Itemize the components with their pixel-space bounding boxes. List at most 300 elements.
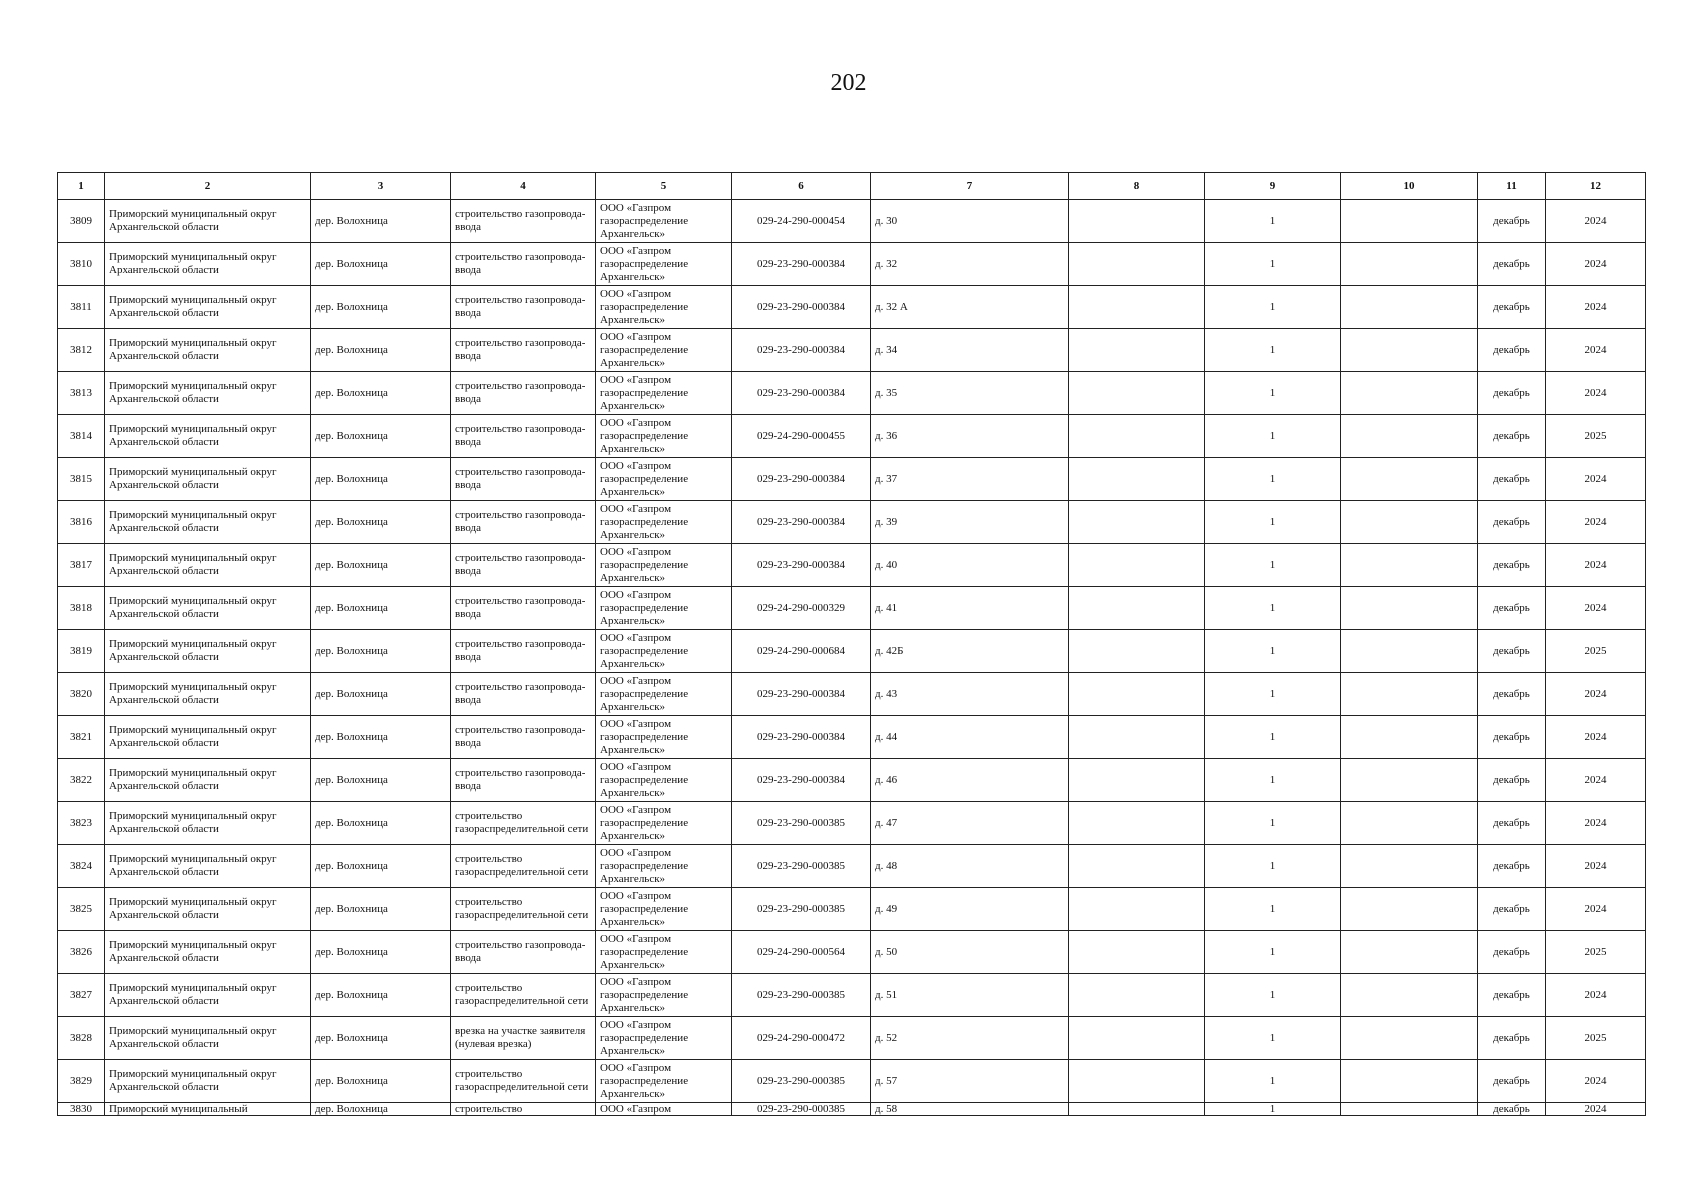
- row-number: 3824: [58, 845, 105, 888]
- locality-cell: дер. Волохница: [311, 1103, 451, 1116]
- column-8-cell: [1069, 1017, 1205, 1060]
- organization-cell: ООО «Газпром газораспределение Архангельск»: [596, 243, 732, 286]
- work-type-cell: строительство газопровода-ввода: [451, 329, 596, 372]
- organization-cell: ООО «Газпром газораспределение Архангельск»: [596, 329, 732, 372]
- district-cell: Приморский муниципальный округ Архангельской области: [105, 888, 311, 931]
- year-cell: 2024: [1546, 544, 1646, 587]
- quantity-cell: 1: [1205, 200, 1341, 243]
- quantity-cell: 1: [1205, 974, 1341, 1017]
- application-code-cell: 029-24-290-000454: [732, 200, 871, 243]
- locality-cell: дер. Волохница: [311, 1060, 451, 1103]
- application-code-cell: 029-23-290-000384: [732, 544, 871, 587]
- district-cell: Приморский муниципальный округ Архангельской области: [105, 1017, 311, 1060]
- table-row: [58, 1103, 1646, 1116]
- application-code-cell: 029-23-290-000384: [732, 458, 871, 501]
- application-code-cell: 029-23-290-000384: [732, 372, 871, 415]
- locality-cell: дер. Волохница: [311, 630, 451, 673]
- address-cell: д. 36: [871, 415, 1069, 458]
- column-10-cell: [1341, 372, 1478, 415]
- application-code-cell: 029-24-290-000455: [732, 415, 871, 458]
- quantity-cell: 1: [1205, 1103, 1341, 1116]
- work-type-cell: строительство газопровода-ввода: [451, 931, 596, 974]
- year-cell: 2024: [1546, 888, 1646, 931]
- column-header: 8: [1069, 173, 1205, 200]
- column-header: 9: [1205, 173, 1341, 200]
- district-cell: Приморский муниципальный округ Архангельской области: [105, 759, 311, 802]
- column-8-cell: [1069, 1060, 1205, 1103]
- application-code-cell: 029-23-290-000384: [732, 673, 871, 716]
- address-cell: д. 30: [871, 200, 1069, 243]
- application-code-cell: 029-24-290-000329: [732, 587, 871, 630]
- organization-cell: ООО «Газпром газораспределение Архангельск»: [596, 1060, 732, 1103]
- column-8-cell: [1069, 372, 1205, 415]
- table-row: [58, 1060, 1646, 1103]
- table-row: [58, 458, 1646, 501]
- column-header: 1: [58, 173, 105, 200]
- row-number: 3813: [58, 372, 105, 415]
- table-row: [58, 329, 1646, 372]
- organization-cell: ООО «Газпром газораспределение Архангельск»: [596, 286, 732, 329]
- locality-cell: дер. Волохница: [311, 845, 451, 888]
- row-number: 3825: [58, 888, 105, 931]
- organization-cell: ООО «Газпром газораспределение Архангельск»: [596, 802, 732, 845]
- column-10-cell: [1341, 587, 1478, 630]
- column-10-cell: [1341, 458, 1478, 501]
- row-number: 3810: [58, 243, 105, 286]
- application-code-cell: 029-23-290-000385: [732, 845, 871, 888]
- column-8-cell: [1069, 802, 1205, 845]
- table-row: [58, 888, 1646, 931]
- district-cell: Приморский муниципальный округ Архангельской области: [105, 630, 311, 673]
- quantity-cell: 1: [1205, 587, 1341, 630]
- month-cell: декабрь: [1478, 974, 1546, 1017]
- work-type-cell: строительство газопровода-ввода: [451, 458, 596, 501]
- address-cell: д. 40: [871, 544, 1069, 587]
- row-number: 3809: [58, 200, 105, 243]
- district-cell: Приморский муниципальный округ Архангельской области: [105, 544, 311, 587]
- application-code-cell: 029-23-290-000385: [732, 888, 871, 931]
- row-number: 3815: [58, 458, 105, 501]
- table-row: [58, 802, 1646, 845]
- table-row: [58, 544, 1646, 587]
- year-cell: 2025: [1546, 1017, 1646, 1060]
- column-8-cell: [1069, 759, 1205, 802]
- work-type-cell: строительство газопровода-ввода: [451, 200, 596, 243]
- column-header: 3: [311, 173, 451, 200]
- column-10-cell: [1341, 329, 1478, 372]
- table-row: [58, 974, 1646, 1017]
- locality-cell: дер. Волохница: [311, 372, 451, 415]
- table-row: [58, 587, 1646, 630]
- quantity-cell: 1: [1205, 931, 1341, 974]
- column-10-cell: [1341, 1017, 1478, 1060]
- locality-cell: дер. Волохница: [311, 501, 451, 544]
- locality-cell: дер. Волохница: [311, 974, 451, 1017]
- table-row: [58, 630, 1646, 673]
- district-cell: Приморский муниципальный: [105, 1103, 311, 1116]
- quantity-cell: 1: [1205, 1060, 1341, 1103]
- year-cell: 2024: [1546, 200, 1646, 243]
- year-cell: 2024: [1546, 458, 1646, 501]
- district-cell: Приморский муниципальный округ Архангельской области: [105, 673, 311, 716]
- column-header: 10: [1341, 173, 1478, 200]
- column-8-cell: [1069, 974, 1205, 1017]
- address-cell: д. 50: [871, 931, 1069, 974]
- table-row: [58, 1017, 1646, 1060]
- quantity-cell: 1: [1205, 243, 1341, 286]
- column-header: 2: [105, 173, 311, 200]
- district-cell: Приморский муниципальный округ Архангельской области: [105, 501, 311, 544]
- application-code-cell: 029-23-290-000384: [732, 329, 871, 372]
- locality-cell: дер. Волохница: [311, 286, 451, 329]
- year-cell: 2024: [1546, 372, 1646, 415]
- quantity-cell: 1: [1205, 372, 1341, 415]
- organization-cell: ООО «Газпром газораспределение Архангельск»: [596, 888, 732, 931]
- organization-cell: ООО «Газпром газораспределение Архангельск»: [596, 1017, 732, 1060]
- row-number: 3827: [58, 974, 105, 1017]
- column-10-cell: [1341, 888, 1478, 931]
- year-cell: 2024: [1546, 802, 1646, 845]
- application-code-cell: 029-23-290-000385: [732, 802, 871, 845]
- table-row: [58, 501, 1646, 544]
- table-row: [58, 716, 1646, 759]
- address-cell: д. 39: [871, 501, 1069, 544]
- month-cell: декабрь: [1478, 716, 1546, 759]
- work-type-cell: строительство газораспределительной сети: [451, 1060, 596, 1103]
- quantity-cell: 1: [1205, 759, 1341, 802]
- address-cell: д. 46: [871, 759, 1069, 802]
- organization-cell: ООО «Газпром газораспределение Архангельск»: [596, 716, 732, 759]
- district-cell: Приморский муниципальный округ Архангельской области: [105, 372, 311, 415]
- work-type-cell: строительство газораспределительной сети: [451, 888, 596, 931]
- address-cell: д. 32: [871, 243, 1069, 286]
- address-cell: д. 58: [871, 1103, 1069, 1116]
- year-cell: 2025: [1546, 415, 1646, 458]
- month-cell: декабрь: [1478, 759, 1546, 802]
- address-cell: д. 34: [871, 329, 1069, 372]
- organization-cell: ООО «Газпром газораспределение Архангельск»: [596, 673, 732, 716]
- district-cell: Приморский муниципальный округ Архангельской области: [105, 587, 311, 630]
- quantity-cell: 1: [1205, 888, 1341, 931]
- month-cell: декабрь: [1478, 415, 1546, 458]
- locality-cell: дер. Волохница: [311, 329, 451, 372]
- column-8-cell: [1069, 286, 1205, 329]
- year-cell: 2024: [1546, 673, 1646, 716]
- table-row: [58, 759, 1646, 802]
- year-cell: 2024: [1546, 845, 1646, 888]
- table-row: [58, 415, 1646, 458]
- locality-cell: дер. Волохница: [311, 243, 451, 286]
- address-cell: д. 52: [871, 1017, 1069, 1060]
- row-number: 3822: [58, 759, 105, 802]
- organization-cell: ООО «Газпром газораспределение Архангельск»: [596, 931, 732, 974]
- work-type-cell: строительство газораспределительной сети: [451, 802, 596, 845]
- work-type-cell: строительство газопровода-ввода: [451, 501, 596, 544]
- quantity-cell: 1: [1205, 673, 1341, 716]
- column-10-cell: [1341, 415, 1478, 458]
- year-cell: 2024: [1546, 974, 1646, 1017]
- column-8-cell: [1069, 544, 1205, 587]
- row-number: 3818: [58, 587, 105, 630]
- column-10-cell: [1341, 1060, 1478, 1103]
- row-number: 3820: [58, 673, 105, 716]
- address-cell: д. 37: [871, 458, 1069, 501]
- locality-cell: дер. Волохница: [311, 587, 451, 630]
- column-10-cell: [1341, 630, 1478, 673]
- column-8-cell: [1069, 243, 1205, 286]
- application-code-cell: 029-23-290-000384: [732, 501, 871, 544]
- row-number: 3829: [58, 1060, 105, 1103]
- organization-cell: ООО «Газпром газораспределение Архангельск»: [596, 587, 732, 630]
- address-cell: д. 51: [871, 974, 1069, 1017]
- year-cell: 2025: [1546, 931, 1646, 974]
- column-8-cell: [1069, 888, 1205, 931]
- table-row: [58, 931, 1646, 974]
- locality-cell: дер. Волохница: [311, 544, 451, 587]
- column-8-cell: [1069, 1103, 1205, 1116]
- year-cell: 2025: [1546, 630, 1646, 673]
- district-cell: Приморский муниципальный округ Архангельской области: [105, 931, 311, 974]
- work-type-cell: строительство газопровода-ввода: [451, 286, 596, 329]
- month-cell: декабрь: [1478, 372, 1546, 415]
- work-type-cell: строительство газораспределительной сети: [451, 974, 596, 1017]
- district-cell: Приморский муниципальный округ Архангельской области: [105, 415, 311, 458]
- year-cell: 2024: [1546, 329, 1646, 372]
- year-cell: 2024: [1546, 1103, 1646, 1116]
- row-number: 3823: [58, 802, 105, 845]
- application-code-cell: 029-24-290-000564: [732, 931, 871, 974]
- row-number: 3821: [58, 716, 105, 759]
- registry-table: [57, 172, 1646, 1116]
- work-type-cell: строительство газопровода-ввода: [451, 630, 596, 673]
- column-header: 7: [871, 173, 1069, 200]
- district-cell: Приморский муниципальный округ Архангельской области: [105, 243, 311, 286]
- work-type-cell: строительство газопровода-ввода: [451, 415, 596, 458]
- table-row: [58, 286, 1646, 329]
- district-cell: Приморский муниципальный округ Архангельской области: [105, 802, 311, 845]
- district-cell: Приморский муниципальный округ Архангельской области: [105, 286, 311, 329]
- address-cell: д. 44: [871, 716, 1069, 759]
- column-8-cell: [1069, 931, 1205, 974]
- locality-cell: дер. Волохница: [311, 415, 451, 458]
- month-cell: декабрь: [1478, 286, 1546, 329]
- column-10-cell: [1341, 802, 1478, 845]
- column-8-cell: [1069, 630, 1205, 673]
- organization-cell: ООО «Газпром газораспределение Архангельск»: [596, 200, 732, 243]
- work-type-cell: строительство газопровода-ввода: [451, 759, 596, 802]
- district-cell: Приморский муниципальный округ Архангельской области: [105, 716, 311, 759]
- organization-cell: ООО «Газпром газораспределение Архангельск»: [596, 501, 732, 544]
- locality-cell: дер. Волохница: [311, 458, 451, 501]
- locality-cell: дер. Волохница: [311, 888, 451, 931]
- quantity-cell: 1: [1205, 286, 1341, 329]
- application-code-cell: 029-24-290-000684: [732, 630, 871, 673]
- month-cell: декабрь: [1478, 673, 1546, 716]
- column-10-cell: [1341, 759, 1478, 802]
- column-header: 5: [596, 173, 732, 200]
- column-10-cell: [1341, 716, 1478, 759]
- column-8-cell: [1069, 200, 1205, 243]
- month-cell: декабрь: [1478, 544, 1546, 587]
- work-type-cell: врезка на участке заявителя (нулевая врезка): [451, 1017, 596, 1060]
- column-header: 6: [732, 173, 871, 200]
- quantity-cell: 1: [1205, 458, 1341, 501]
- table-row: [58, 243, 1646, 286]
- quantity-cell: 1: [1205, 544, 1341, 587]
- address-cell: д. 41: [871, 587, 1069, 630]
- month-cell: декабрь: [1478, 845, 1546, 888]
- address-cell: д. 35: [871, 372, 1069, 415]
- table-row: [58, 200, 1646, 243]
- column-10-cell: [1341, 501, 1478, 544]
- organization-cell: ООО «Газпром газораспределение Архангельск»: [596, 974, 732, 1017]
- header-row: [58, 173, 1646, 200]
- row-number: 3814: [58, 415, 105, 458]
- month-cell: декабрь: [1478, 200, 1546, 243]
- year-cell: 2024: [1546, 286, 1646, 329]
- column-10-cell: [1341, 1103, 1478, 1116]
- year-cell: 2024: [1546, 243, 1646, 286]
- locality-cell: дер. Волохница: [311, 802, 451, 845]
- year-cell: 2024: [1546, 716, 1646, 759]
- column-8-cell: [1069, 458, 1205, 501]
- organization-cell: ООО «Газпром: [596, 1103, 732, 1116]
- column-10-cell: [1341, 243, 1478, 286]
- locality-cell: дер. Волохница: [311, 673, 451, 716]
- column-10-cell: [1341, 286, 1478, 329]
- quantity-cell: 1: [1205, 415, 1341, 458]
- organization-cell: ООО «Газпром газораспределение Архангельск»: [596, 630, 732, 673]
- month-cell: декабрь: [1478, 1017, 1546, 1060]
- locality-cell: дер. Волохница: [311, 200, 451, 243]
- work-type-cell: строительство газопровода-ввода: [451, 716, 596, 759]
- column-8-cell: [1069, 716, 1205, 759]
- work-type-cell: строительство газопровода-ввода: [451, 673, 596, 716]
- locality-cell: дер. Волохница: [311, 716, 451, 759]
- locality-cell: дер. Волохница: [311, 759, 451, 802]
- application-code-cell: 029-23-290-000384: [732, 716, 871, 759]
- month-cell: декабрь: [1478, 458, 1546, 501]
- month-cell: декабрь: [1478, 1060, 1546, 1103]
- column-10-cell: [1341, 200, 1478, 243]
- row-number: 3826: [58, 931, 105, 974]
- district-cell: Приморский муниципальный округ Архангельской области: [105, 200, 311, 243]
- district-cell: Приморский муниципальный округ Архангельской области: [105, 974, 311, 1017]
- column-8-cell: [1069, 845, 1205, 888]
- row-number: 3816: [58, 501, 105, 544]
- month-cell: декабрь: [1478, 587, 1546, 630]
- address-cell: д. 47: [871, 802, 1069, 845]
- month-cell: декабрь: [1478, 501, 1546, 544]
- quantity-cell: 1: [1205, 845, 1341, 888]
- month-cell: декабрь: [1478, 329, 1546, 372]
- address-cell: д. 43: [871, 673, 1069, 716]
- district-cell: Приморский муниципальный округ Архангельской области: [105, 329, 311, 372]
- year-cell: 2024: [1546, 1060, 1646, 1103]
- quantity-cell: 1: [1205, 716, 1341, 759]
- column-8-cell: [1069, 415, 1205, 458]
- month-cell: декабрь: [1478, 802, 1546, 845]
- organization-cell: ООО «Газпром газораспределение Архангельск»: [596, 372, 732, 415]
- quantity-cell: 1: [1205, 501, 1341, 544]
- quantity-cell: 1: [1205, 630, 1341, 673]
- district-cell: Приморский муниципальный округ Архангельской области: [105, 1060, 311, 1103]
- application-code-cell: 029-23-290-000385: [732, 1060, 871, 1103]
- locality-cell: дер. Волохница: [311, 931, 451, 974]
- month-cell: декабрь: [1478, 931, 1546, 974]
- year-cell: 2024: [1546, 587, 1646, 630]
- application-code-cell: 029-23-290-000384: [732, 243, 871, 286]
- column-header: 12: [1546, 173, 1646, 200]
- column-10-cell: [1341, 845, 1478, 888]
- month-cell: декабрь: [1478, 1103, 1546, 1116]
- district-cell: Приморский муниципальный округ Архангельской области: [105, 458, 311, 501]
- application-code-cell: 029-23-290-000385: [732, 974, 871, 1017]
- table-body: [58, 200, 1646, 1116]
- application-code-cell: 029-23-290-000384: [732, 759, 871, 802]
- row-number: 3812: [58, 329, 105, 372]
- application-code-cell: 029-23-290-000385: [732, 1103, 871, 1116]
- organization-cell: ООО «Газпром газораспределение Архангельск»: [596, 544, 732, 587]
- address-cell: д. 42Б: [871, 630, 1069, 673]
- organization-cell: ООО «Газпром газораспределение Архангельск»: [596, 759, 732, 802]
- organization-cell: ООО «Газпром газораспределение Архангельск»: [596, 458, 732, 501]
- address-cell: д. 32 А: [871, 286, 1069, 329]
- work-type-cell: строительство газопровода-ввода: [451, 243, 596, 286]
- quantity-cell: 1: [1205, 329, 1341, 372]
- row-number: 3817: [58, 544, 105, 587]
- table-row: [58, 673, 1646, 716]
- column-10-cell: [1341, 931, 1478, 974]
- quantity-cell: 1: [1205, 1017, 1341, 1060]
- work-type-cell: строительство газораспределительной сети: [451, 845, 596, 888]
- year-cell: 2024: [1546, 759, 1646, 802]
- month-cell: декабрь: [1478, 630, 1546, 673]
- row-number: 3830: [58, 1103, 105, 1116]
- row-number: 3819: [58, 630, 105, 673]
- page-number: 202: [830, 70, 867, 96]
- application-code-cell: 029-23-290-000384: [732, 286, 871, 329]
- address-cell: д. 49: [871, 888, 1069, 931]
- address-cell: д. 57: [871, 1060, 1069, 1103]
- column-10-cell: [1341, 673, 1478, 716]
- quantity-cell: 1: [1205, 802, 1341, 845]
- column-10-cell: [1341, 974, 1478, 1017]
- month-cell: декабрь: [1478, 243, 1546, 286]
- work-type-cell: строительство газопровода-ввода: [451, 372, 596, 415]
- column-header: 11: [1478, 173, 1546, 200]
- row-number: 3811: [58, 286, 105, 329]
- column-10-cell: [1341, 544, 1478, 587]
- column-8-cell: [1069, 673, 1205, 716]
- work-type-cell: строительство: [451, 1103, 596, 1116]
- table-row: [58, 372, 1646, 415]
- column-8-cell: [1069, 329, 1205, 372]
- locality-cell: дер. Волохница: [311, 1017, 451, 1060]
- work-type-cell: строительство газопровода-ввода: [451, 544, 596, 587]
- organization-cell: ООО «Газпром газораспределение Архангельск»: [596, 415, 732, 458]
- organization-cell: ООО «Газпром газораспределение Архангельск»: [596, 845, 732, 888]
- month-cell: декабрь: [1478, 888, 1546, 931]
- table-row: [58, 845, 1646, 888]
- district-cell: Приморский муниципальный округ Архангельской области: [105, 845, 311, 888]
- column-8-cell: [1069, 501, 1205, 544]
- row-number: 3828: [58, 1017, 105, 1060]
- work-type-cell: строительство газопровода-ввода: [451, 587, 596, 630]
- column-header: 4: [451, 173, 596, 200]
- address-cell: д. 48: [871, 845, 1069, 888]
- application-code-cell: 029-24-290-000472: [732, 1017, 871, 1060]
